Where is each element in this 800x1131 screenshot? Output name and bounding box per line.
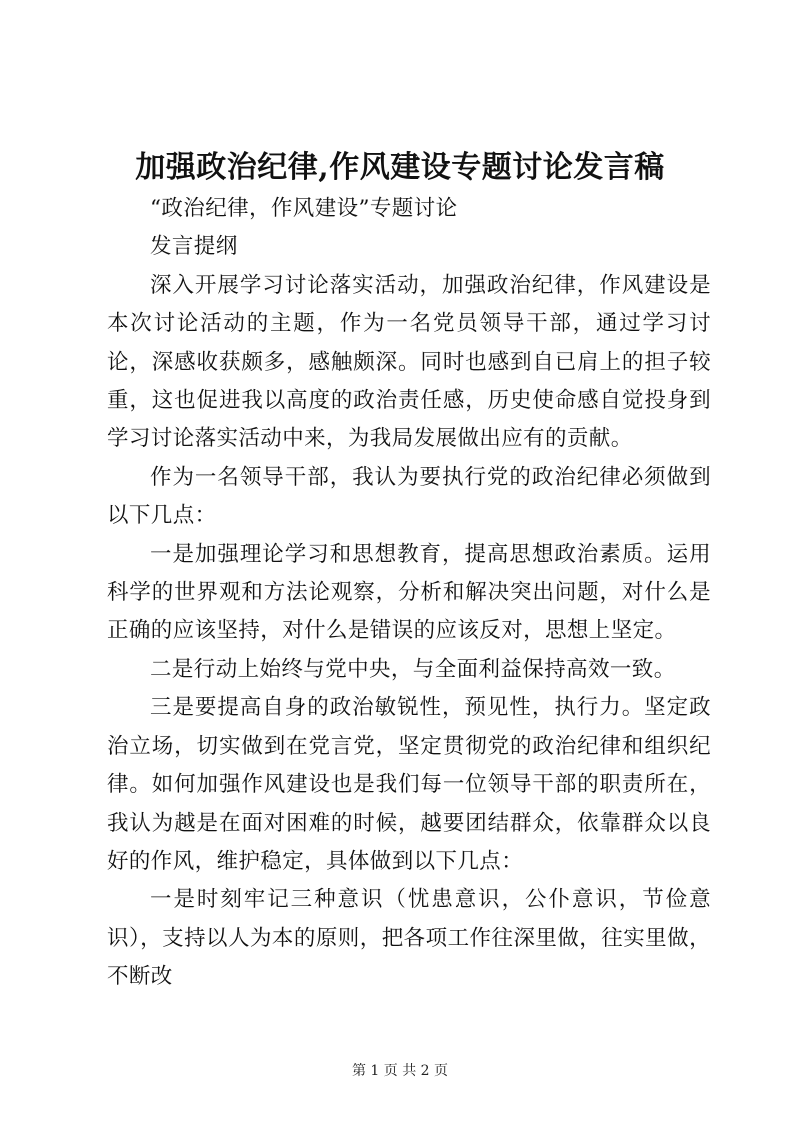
paragraph: 一是时刻牢记三种意识（忧患意识，公仆意识，节俭意识），支持以人为本的原则，把各项工作往深里做，往实里做，不断改 bbox=[107, 887, 711, 990]
document-body bbox=[107, 190, 711, 997]
paragraph-subtitle: “政治纪律，作风建设”专题讨论 bbox=[150, 196, 458, 221]
paragraph: 作为一名领导干部，我认为要执行党的政治纪律必须做到以下几点： bbox=[107, 464, 711, 529]
page-number-footer: 第 1 页 共 2 页 bbox=[351, 1063, 449, 1079]
paragraph: 二是行动上始终与党中央，与全面利益保持高效一致。 bbox=[150, 656, 676, 682]
document-title: 加强政治纪律,作风建设专题讨论发言稿 bbox=[135, 150, 665, 185]
paragraph: 三是要提高自身的政治敏锐性，预见性，执行力。坚定政治立场，切实做到在党言党，坚定贯彻党的政治纪律和组织纪律。如何加强作风建设也是我们每一位领导干部的职责所在，我认为越是在面对困难的时候，越要团结群众，依靠群众以良好的作风，维护稳定，具体做到以下几点： bbox=[107, 695, 711, 874]
paragraph: 一是加强理论学习和思想教育，提高思想政治素质。运用科学的世界观和方法论观察，分析和解决突出问题，对什么是正确的应该坚持，对什么是错误的应该反对，思想上坚定。 bbox=[107, 541, 711, 644]
paragraph-outline-label: 发言提纲 bbox=[150, 234, 238, 260]
paragraph: 深入开展学习讨论落实活动，加强政治纪律，作风建设是本次讨论活动的主题，作为一名党员领导干部，通过学习讨论，深感收获颇多，感触颇深。同时也感到自已肩上的担子较重，这也促进我以高度的政治责任感，历史使命感自觉投身到学习讨论落实活动中来，为我局发展做出应有的贡献。 bbox=[107, 272, 711, 452]
